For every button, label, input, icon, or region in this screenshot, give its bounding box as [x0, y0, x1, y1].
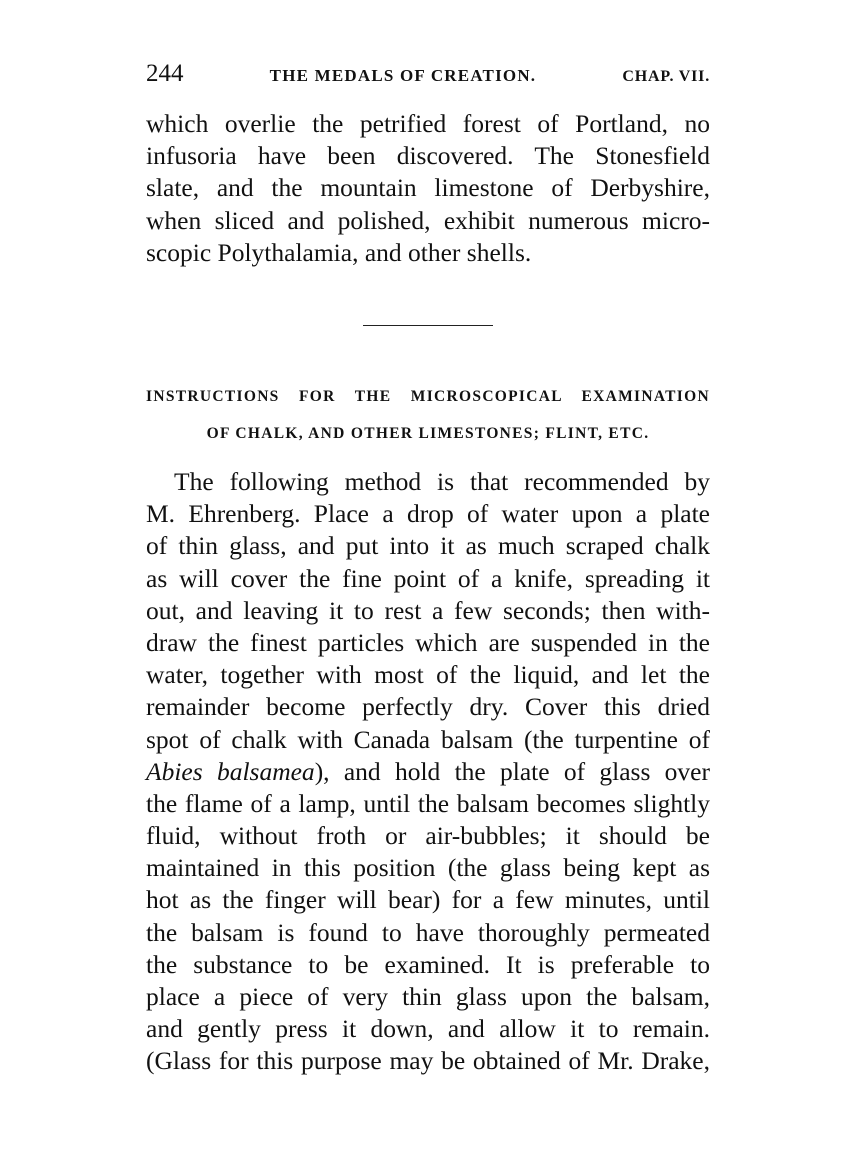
text-line: as will cover the fine point of a knife, spreading it: [146, 563, 710, 593]
text-line: and gently press it down, and allow it to remain.: [146, 1014, 710, 1044]
opening-paragraph: [146, 108, 710, 269]
text-line: remainder become perfectly dry. Cover this dried: [146, 692, 710, 722]
text-line: spot of chalk with Canada balsam (the turpentine of: [146, 724, 710, 754]
text-line: infusoria have been discovered. The Stonesfield: [146, 141, 710, 171]
page-number: 244: [146, 60, 184, 87]
text-line: the flame of a lamp, until the balsam becomes slightly: [146, 788, 710, 818]
text-line: which overlie the petrified forest of Portland, no: [146, 109, 710, 138]
instructions-paragraph: [146, 466, 710, 1078]
text-line: place a piece of very thin glass upon the balsam,: [146, 982, 710, 1011]
text-line: scopic Polythalamia, and other shells.: [146, 237, 532, 267]
text-fragment: ), and hold the plate of glass over: [314, 756, 710, 786]
text-line: the substance to be examined. It is preferable to: [146, 949, 710, 979]
section-divider-rule: [363, 325, 493, 326]
text-line: draw the finest particles which are suspended in the: [146, 627, 710, 657]
running-title: THE MEDALS OF CREATION.: [269, 66, 537, 85]
text-line: the balsam is found to have thoroughly permeated: [146, 917, 710, 947]
text-line: of thin glass, and put into it as much scraped chalk: [146, 531, 710, 561]
text-line: water, together with most of the liquid, and let the: [146, 660, 710, 690]
section-heading-line-1: INSTRUCTIONS FOR THE MICROSCOPICAL EXAMINATION: [146, 388, 710, 405]
italic-species-name: Abies balsamea: [146, 756, 315, 786]
text-line-with-italic: [146, 756, 710, 788]
text-line: fluid, without froth or air-bubbles; it should be: [146, 821, 710, 851]
running-header: [146, 60, 710, 90]
text-line: (Glass for this purpose may be obtained of Mr. Drake,: [146, 1046, 710, 1076]
text-line: hot as the finger will bear) for a few minutes, until: [146, 885, 710, 915]
text-line: when sliced and polished, exhibit numerous micro-: [146, 205, 710, 235]
text-line: The following method is that recommended by: [174, 467, 710, 496]
section-heading-line-2: OF CHALK, AND OTHER LIMESTONES; FLINT, ETC.: [206, 425, 650, 442]
text-line: M. Ehrenberg. Place a drop of water upon a plate: [146, 499, 710, 529]
text-line: maintained in this position (the glass being kept as: [146, 853, 710, 883]
text-line: out, and leaving it to rest a few seconds; then with-: [146, 595, 710, 625]
chapter-reference: CHAP. VII.: [622, 68, 710, 85]
text-line: slate, and the mountain limestone of Derbyshire,: [146, 173, 710, 203]
